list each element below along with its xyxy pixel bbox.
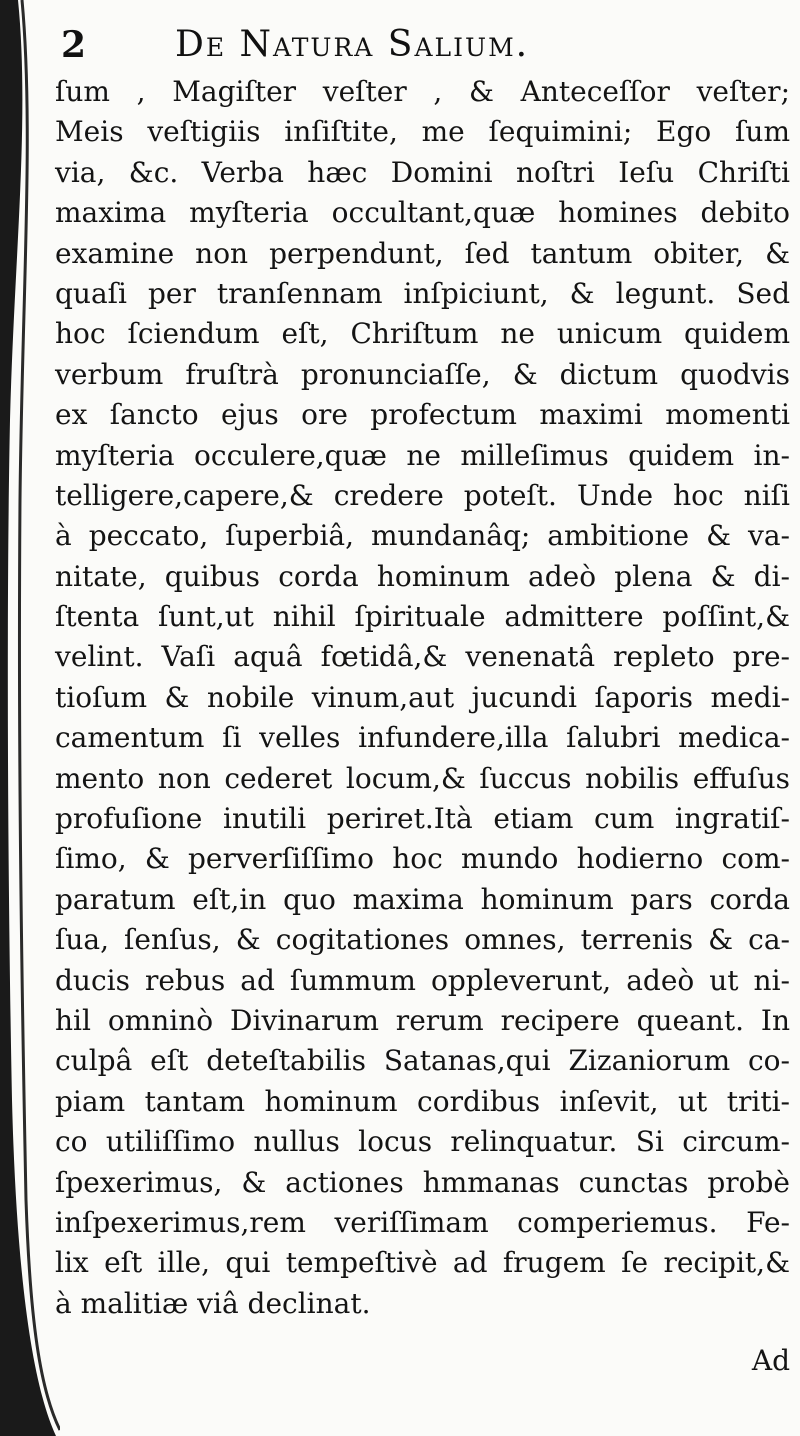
body-text	[55, 72, 790, 1324]
text-line: ſua, ſenſus, & cogitationes omnes, terrenis & ca-	[55, 923, 790, 957]
text-line: myſteria occulere,quæ ne milleſimus quidem in-	[55, 438, 790, 472]
text-line: telligere,capere,& credere poteſt. Unde hoc niſi	[55, 478, 790, 512]
text-line: à peccato, ſuperbiâ, mundanâq; ambitione & va-	[55, 519, 790, 553]
text-line: nitate, quibus corda hominum adeò plena & di-	[55, 559, 790, 593]
text-line: piam tantam hominum cordibus inſevit, ut triti-	[55, 1084, 790, 1118]
text-line: hil omninò Divinarum rerum recipere queant. In	[55, 1003, 790, 1037]
text-line: maxima myſteria occultant,quæ homines debito	[55, 196, 790, 230]
text-line: ex ſancto ejus ore profectum maximi momenti	[55, 398, 790, 432]
text-line: ſpexerimus, & actiones hmmanas cunctas probè	[55, 1165, 790, 1199]
text-line: ſtenta ſunt,ut nihil ſpirituale admittere poſſint,&	[55, 600, 790, 634]
text-line: co utiliſſimo nullus locus relinquatur. Si circum-	[55, 1125, 790, 1159]
text-line: Meis veſtigiis inſiſtite, me ſequimini; Ego ſum	[55, 115, 790, 149]
text-line: culpâ eſt deteſtabilis Satanas,qui Zizaniorum co-	[55, 1044, 790, 1078]
page-header	[55, 18, 795, 70]
text-line: examine non perpendunt, ſed tantum obiter, &	[55, 236, 790, 270]
text-line: camentum ſi velles infundere,illa ſalubri medica-	[55, 721, 790, 755]
text-line: hoc ſciendum eſt, Chriſtum ne unicum quidem	[55, 317, 790, 351]
running-head: De Natura Salium.	[175, 24, 530, 65]
catchword: Ad	[751, 1344, 790, 1377]
text-line: lix eſt ille, qui tempeſtivè ad frugem ſe recipit,&	[55, 1246, 790, 1280]
text-line: ſum , Magiſter veſter , & Anteceſſor veſter;	[55, 75, 790, 108]
text-line: paratum eſt,in quo maxima hominum pars corda	[55, 882, 790, 916]
text-line: verbum fruſtrà pronunciaſſe, & dictum quodvis	[55, 357, 790, 391]
text-line: ſimo, & perverſiſſimo hoc mundo hodierno com-	[55, 842, 790, 876]
text-line: ducis rebus ad ſummum oppleverunt, adeò ut ni-	[55, 963, 790, 997]
text-line: tioſum & nobile vinum,aut jucundi ſaporis medi-	[55, 680, 790, 714]
text-line: velint. Vaſi aquâ fœtidâ,& venenatâ repleto pre-	[55, 640, 790, 674]
text-line: quaſi per tranſennam inſpiciunt, & legunt. Sed	[55, 276, 790, 310]
text-line: profuſione inutili periret.Ità etiam cum ingratiſ-	[55, 802, 790, 836]
text-line: mento non cederet locum,& ſuccus nobilis effuſus	[55, 761, 790, 795]
text-line: inſpexerimus,rem veriſſimam comperiemus. Fe-	[55, 1205, 790, 1239]
text-line: via, &c. Verba hæc Domini noſtri Ieſu Chriſti	[55, 155, 790, 189]
page-number: 2	[61, 24, 87, 66]
text-line: à malitiæ viâ declinat.	[55, 1286, 371, 1320]
page-edge-curl	[0, 0, 60, 1436]
